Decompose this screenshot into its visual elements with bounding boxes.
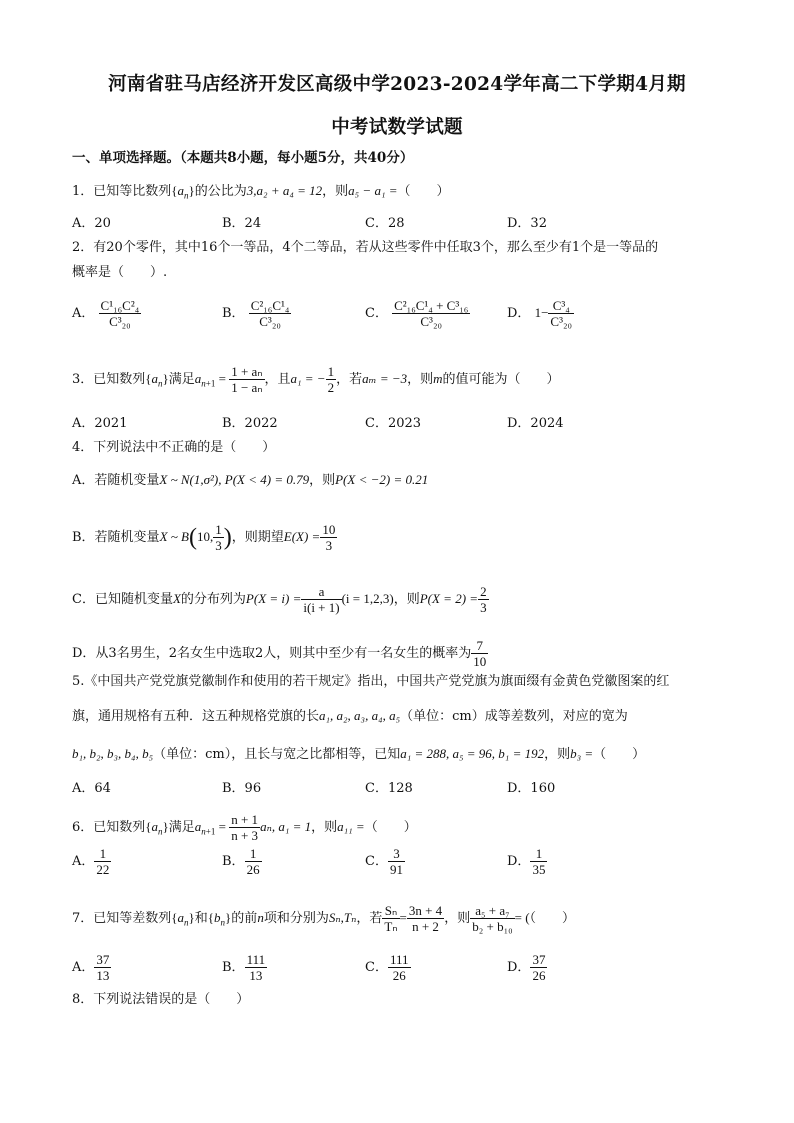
title-line-2: 中考试数学试题: [331, 117, 463, 138]
q4-text: A．若随机变量: [72, 473, 160, 488]
question-2-stem-2: 概率是（ ）.: [72, 265, 168, 280]
q7-text: 项和分别为: [263, 911, 329, 926]
q4-text: ，则: [309, 473, 336, 488]
denominator: 13: [96, 968, 110, 983]
q5-expression: b₃ =: [570, 746, 594, 761]
numerator: 10: [322, 522, 336, 537]
q1-text: ，则: [322, 184, 349, 199]
denominator: 3: [480, 600, 487, 615]
q7-text: 的前: [231, 911, 258, 926]
q1-option-c: C．28: [365, 216, 405, 231]
q6-text: （ ）: [364, 820, 417, 835]
q1-option-d: D．32: [507, 216, 547, 231]
title-line-1: 河南省驻马店经济开发区高级中学2023-2024学年高二下学期4月期: [108, 74, 686, 95]
q6-rec-lhs: a: [194, 819, 202, 834]
q4-a-expression: X ~ N(1,σ²), P(X < 4) = 0.79: [159, 472, 310, 487]
q3-m: m: [433, 371, 443, 386]
option-label: B．: [222, 854, 245, 869]
q7-text: 7．已知等差数列: [72, 911, 172, 926]
q7-text: ，若: [356, 911, 383, 926]
numerator: 111: [246, 952, 266, 967]
section-heading: 一、单项选择题。（本题共8小题，每小题5分，共40分）: [72, 150, 414, 166]
option-label: A．: [72, 306, 95, 321]
denominator: C³₂₀: [550, 314, 573, 329]
question-5-stem-2: [72, 706, 628, 727]
option-label: D．: [507, 960, 531, 975]
q5-option-b: B．96: [222, 781, 262, 796]
q5-text: （ ）: [593, 747, 646, 762]
option-label: B．: [222, 306, 245, 321]
q1-option-b: B．24: [222, 216, 262, 231]
q1-text: 1．已知等比数列: [72, 184, 172, 199]
numerator: 1: [94, 846, 111, 862]
option-label: C．: [365, 306, 388, 321]
q4-text: ，则: [393, 592, 420, 607]
denominator: 3: [215, 538, 222, 553]
q6-text: ，则: [311, 820, 338, 835]
q5-text: 旗，通用规格有五种．这五种规格党旗的长: [72, 709, 320, 724]
denominator: 26: [392, 968, 406, 983]
option-label: C．: [365, 854, 388, 869]
question-4-stem: 4．下列说法中不正确的是（ ）: [72, 440, 276, 455]
denominator: 91: [389, 862, 403, 877]
q7-option-b: [222, 952, 267, 983]
numerator: 3: [388, 846, 405, 862]
q7-eq: =: [399, 910, 407, 925]
denominator: 1 − aₙ: [231, 380, 263, 395]
denominator: n + 3: [231, 828, 259, 843]
denominator: 3: [325, 538, 333, 553]
q3-option-c: C．2023: [365, 416, 422, 431]
denominator: 2: [327, 380, 335, 395]
q1-text: 的公比为: [194, 184, 247, 199]
q4-text: ，则期望: [231, 530, 284, 545]
q4-text: 的分布列为: [180, 592, 246, 607]
q1-text: （ ）: [397, 184, 450, 199]
q6-a11: a₁₁ =: [337, 819, 365, 834]
question-3-stem: 3．已知数列$\{a_n\}$满足$a_{n+1}$ = $\frac{\text{1 + aₙ}}{\text{1 − aₙ}}$ ，且a₁ = − $\frac{1}{2}$ ，若aₘ = −3，则m的值可能为（ ）: [72, 364, 560, 395]
numerator: C³₄: [548, 298, 574, 314]
numerator: 1: [215, 522, 222, 537]
numerator: 1: [530, 846, 547, 862]
numerator: 111: [389, 952, 409, 967]
denominator: Tₙ: [384, 919, 398, 934]
q6-option-c: [365, 846, 405, 877]
denominator: 26: [246, 862, 260, 877]
q3-text: 3．已知数列: [72, 372, 146, 387]
q5-option-a: A．64: [72, 781, 111, 796]
denominator: C³₂₀: [420, 314, 443, 329]
option-label: D．: [507, 306, 531, 321]
question-6-stem: 6．已知数列$\{a_n\}$满足$a_{n+1}$ = $\frac{n + 1}{n + 3}$ aₙ, a₁ = 1，则a₁₁ =（ ）: [72, 812, 417, 843]
denominator: n + 2: [412, 919, 439, 934]
numerator: Sₙ: [382, 903, 399, 919]
q4-option-d: [72, 638, 488, 669]
question-7-stem: 7．已知等差数列$\{a_n\}$和$\{b_n\}$的前n项和分别为Sₙ,Tₙ，若 $\frac{\text{Sₙ}}{\text{Tₙ}}$ = $\frac{3n + 4}{n + 2}$ ，则 $\frac{\text{a₅ + a₇}}{\text{b₂ + b₁₀}}$ = (（ ）: [72, 903, 576, 934]
q6-option-b: [222, 846, 262, 877]
q7-option-c: [365, 952, 411, 983]
numerator: C²₁₆C¹₄: [250, 298, 290, 313]
q6-option-d: [507, 846, 547, 877]
q3-am: aₘ = −3: [362, 371, 408, 386]
q5-text: （单位：cm）成等差数列，对应的宽为: [400, 709, 628, 724]
q4-option-a: [72, 470, 428, 491]
denominator: 10: [473, 654, 487, 669]
q5-b-sequence: b₁, b₂, b₃, b₄, b₅: [72, 746, 154, 761]
numerator: a: [301, 584, 341, 600]
q6-text: 满足: [168, 820, 195, 835]
q4-c-range: (i = 1,2,3): [341, 591, 394, 606]
q4-b-expectation: E(X) =: [283, 529, 321, 544]
numerator: 2: [480, 584, 487, 599]
prefix: 1−: [534, 305, 549, 320]
numerator: 7: [471, 638, 488, 654]
q4-a-expression-2: P(X < −2) = 0.21: [335, 472, 429, 487]
q5-given: a₁ = 288, a₅ = 96, b₁ = 192: [400, 746, 545, 761]
q2-option-c: [365, 298, 470, 329]
q6-option-a: [72, 846, 111, 877]
q7-text: 和: [194, 911, 208, 926]
q4-text: B．若随机变量: [72, 530, 160, 545]
numerator: a₅ + a₇: [470, 903, 514, 919]
q2-option-b: [222, 298, 291, 329]
numerator: 37: [96, 952, 110, 967]
q3-text: 满足: [168, 372, 195, 387]
option-label: A．: [72, 854, 95, 869]
q4-text: D．从3名男生，2名女生中选取2人，则其中至少有一名女生的概率为: [72, 646, 472, 661]
q4-b-expression: X ~ B: [159, 529, 189, 544]
q3-text: 的值可能为（ ）: [442, 372, 560, 387]
q5-option-c: C．128: [365, 781, 413, 796]
numerator: 1: [327, 364, 335, 379]
denominator: C³₂₀: [109, 314, 131, 329]
numerator: C²₁₆C¹₄ + C³₁₆: [394, 298, 469, 313]
q5-text: （单位：cm），且长与宽之比都相等，已知: [153, 747, 401, 762]
q7-option-a: [72, 952, 111, 983]
denominator: C³₂₀: [259, 314, 281, 329]
q3-option-a: A．2021: [72, 416, 128, 431]
q3-option-b: B．2022: [222, 416, 278, 431]
q4-c-expression-2: P(X = 2) =: [419, 591, 479, 606]
question-8-stem: 8．下列说法错误的是（ ）: [72, 992, 250, 1007]
q7-text: ，则: [444, 911, 471, 926]
option-label: C．: [365, 960, 388, 975]
denominator: 26: [532, 968, 546, 983]
q1-condition: 3,a₂ + a₄ = 12: [246, 183, 323, 198]
q5-option-d: D．160: [507, 781, 556, 796]
option-label: D．: [507, 854, 531, 869]
q3-a1: a₁ = −: [290, 371, 326, 386]
q5-a-sequence: a₁, a₂, a₃, a₄, a₅: [319, 708, 401, 723]
numerator: n + 1: [231, 812, 259, 827]
q2-option-d: [507, 298, 574, 329]
denominator: 35: [532, 862, 546, 877]
q1-option-a: A．20: [72, 216, 111, 231]
numerator: 1: [245, 846, 262, 862]
denominator: b₂ + b₁₀: [472, 919, 513, 934]
q4-option-b: B．若随机变量X ~ B(10, $\frac{1}{3}$ )，则期望E(X) = $\frac{10}{3}$: [72, 522, 336, 553]
q3-text: ，则: [407, 372, 434, 387]
question-2-stem: 2．有20个零件，其中16个一等品，4个二等品，若从这些零件中任取3个，那么至少有1个是一等品的: [72, 240, 659, 255]
numerator: 3n + 4: [408, 903, 443, 918]
numerator: 1 + aₙ: [231, 364, 263, 379]
question-5-stem-3: [72, 744, 645, 765]
denominator: 22: [96, 862, 110, 877]
numerator: C¹₁₆C²₄: [100, 298, 140, 313]
q5-text: ，则: [544, 747, 571, 762]
q7-n: n: [257, 910, 264, 925]
q3-text: ，且: [264, 372, 291, 387]
q3-rec-lhs: a: [194, 371, 202, 386]
q2-option-a: [72, 298, 141, 329]
q1-expression: a₅ − a₁ =: [348, 183, 398, 198]
q4-option-c: [72, 584, 489, 615]
q4-b-args: 10,: [196, 529, 214, 544]
denominator: i(i + 1): [303, 600, 340, 615]
q4-c-expression: P(X = i) =: [245, 591, 302, 606]
q7-sums: Sₙ,Tₙ: [328, 910, 357, 925]
q6-text: 6．已知数列: [72, 820, 146, 835]
q7-text: = (（ ）: [514, 910, 576, 925]
numerator: 37: [532, 952, 546, 967]
q4-c-x: X: [172, 591, 181, 606]
q3-text: ，若: [336, 372, 363, 387]
question-1-stem: 1．已知等比数列$\{a_n\}$的公比为3,a₂ + a₄ = 12，则a₅ − a₁ =（ ）: [72, 183, 450, 201]
question-5-stem: 5.《中国共产党党旗党徽制作和使用的若干规定》指出，中国共产党党旗为旗面缀有金黄色党徽图案的红: [72, 674, 670, 689]
denominator: 13: [249, 968, 263, 983]
option-label: B．: [222, 960, 245, 975]
q6-rec-post: aₙ, a₁ = 1: [260, 819, 312, 834]
option-label: A．: [72, 960, 95, 975]
q3-option-d: D．2024: [507, 416, 564, 431]
q7-option-d: [507, 952, 547, 983]
q4-text: C．已知随机变量: [72, 592, 173, 607]
